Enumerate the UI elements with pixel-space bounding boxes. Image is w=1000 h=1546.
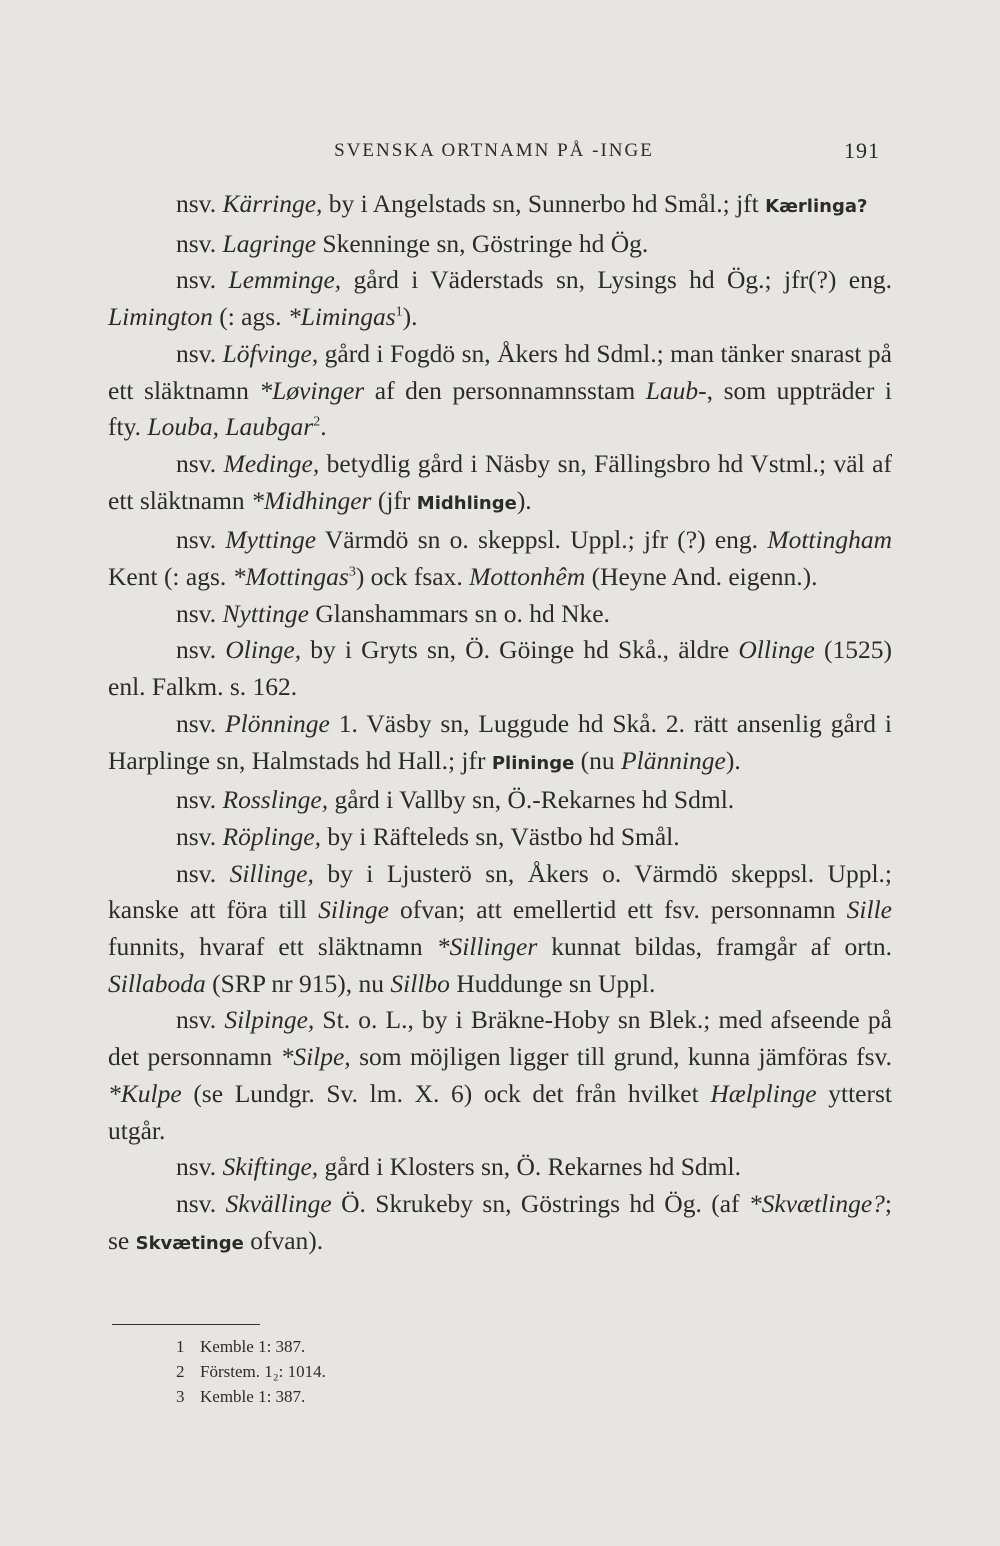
entry-paragraph [108, 706, 892, 782]
entry-text: gård i Klosters sn, Ö. Rekarnes hd Sdml. [318, 1152, 741, 1182]
entry-italic-term: Sillaboda [108, 968, 206, 998]
entry-italic-term: Plönninge [225, 708, 330, 738]
entry-text: nsv. [176, 1005, 225, 1035]
entry-paragraph [108, 632, 892, 705]
entry-italic-term: Sillbo [390, 968, 450, 998]
entry-text: nsv. [176, 1188, 226, 1218]
entry-cross-reference: Midhlinge [416, 492, 517, 514]
entry-italic-term: *Mottingas [232, 562, 349, 592]
entry-text: by i Gryts sn, Ö. Göinge hd Skå., äldre [301, 635, 739, 665]
entry-italic-term: Kärringe, [222, 189, 323, 218]
entry-text: nsv. [176, 338, 223, 368]
entry-italic-term: *Kulpe [108, 1078, 182, 1108]
entry-paragraph [108, 782, 892, 819]
entry-text: ofvan). [243, 1225, 324, 1255]
entry-italic-term: *Silpe, [280, 1042, 351, 1072]
entry-cross-reference: Skvætinge [135, 1232, 244, 1254]
entry-text: (nu [574, 745, 622, 775]
entry-text: ). [725, 745, 741, 775]
entry-text: ; se [108, 1188, 892, 1255]
entry-text: ). [516, 485, 532, 515]
footnote-marker: 2 [313, 414, 321, 430]
entry-italic-term: Mottingham [767, 525, 892, 555]
entry-italic-term: Skiftinge, [222, 1152, 319, 1182]
entry-italic-term: Silinge [318, 895, 389, 925]
page-body [108, 186, 892, 1262]
entry-italic-term: Rosslinge, [222, 785, 329, 815]
entry-italic-term: Ollinge [738, 635, 815, 665]
entry-text: (SRP nr 915), nu [205, 968, 391, 998]
entry-paragraph [108, 262, 892, 335]
footnote [176, 1384, 326, 1409]
entry-text: gård i Fogdö sn, Åkers hd Sdml.; man tänker snarast på ett släktnamn [108, 338, 892, 405]
entry-text: nsv. [176, 525, 226, 555]
entry-text: nsv. [176, 189, 223, 218]
entry-text: nsv. [176, 598, 223, 628]
entry-paragraph [108, 336, 892, 446]
entry-paragraph [108, 446, 892, 522]
page-number: 191 [844, 138, 880, 163]
entry-italic-term: Laub- [645, 375, 707, 405]
footnotes [176, 1334, 326, 1409]
entry-text: nsv. [176, 635, 226, 665]
entry-text: ytterst utgår. [108, 1078, 892, 1145]
footnote-text: Förstem. 1₂: 1014. [200, 1362, 326, 1381]
footnote-text: Kemble 1: 387. [200, 1387, 306, 1406]
entry-text: by i Ljusterö sn, Åkers o. Värmdö skeppsl. Uppl.; kanske att föra till [108, 858, 892, 925]
footnote-marker: 3 [348, 564, 356, 580]
entry-text: nsv. [176, 1152, 223, 1182]
entry-text: ). [402, 302, 418, 332]
entry-italic-term: *Midhinger [251, 485, 372, 515]
entry-paragraph [108, 1186, 892, 1262]
entry-text: Ö. Skrukeby sn, Göstrings hd Ög. (af [331, 1188, 749, 1218]
entry-italic-term: Sillinge, [229, 858, 314, 888]
entry-text: St. o. L., by i Bräkne-Hoby sn Blek.; med afseende på det personnamn [108, 1005, 892, 1072]
footnote [176, 1334, 326, 1359]
entry-text: af den personnamnsstam [364, 375, 646, 405]
footnote [176, 1359, 326, 1384]
entry-italic-term: Plänninge [621, 745, 726, 775]
entry-text: betydlig gård i Näsby sn, Fällingsbro hd Vstml.; väl af ett släktnamn [108, 448, 892, 515]
entry-text: nsv. [176, 785, 223, 815]
entry-text: by i Räfteleds sn, Västbo hd Smål. [320, 821, 680, 851]
entry-italic-term: Limington [108, 302, 213, 332]
entry-text: Kent (: ags. [108, 562, 233, 592]
entry-italic-term: Lemminge, [228, 265, 342, 295]
entry-text: by i Angelstads sn, Sunnerbo hd Smål.; jft [322, 189, 766, 218]
page-header [108, 138, 880, 168]
entry-text: nsv. [176, 228, 223, 258]
entry-italic-term: *Limingas [287, 302, 396, 332]
footnote-number: 1 [176, 1337, 185, 1356]
entry-text: (: ags. [212, 302, 288, 332]
entry-text: gård i Vallby sn, Ö.-Rekarnes hd Sdml. [328, 785, 735, 815]
entry-text: gård i Väderstads sn, Lysings hd Ög.; jfr(?) eng. [341, 265, 892, 295]
entry-italic-term: *Løvinger [259, 375, 365, 405]
entry-paragraph [108, 1002, 892, 1149]
entry-italic-term: Röplinge, [222, 821, 321, 851]
entry-text: nsv. [176, 448, 224, 478]
entry-text: Skenninge sn, Göstringe hd Ög. [316, 228, 649, 258]
entry-text: . [320, 412, 327, 442]
entry-paragraph [108, 596, 892, 633]
entry-text: (se Lundgr. Sv. lm. X. 6) ock det från hvilket [181, 1078, 711, 1108]
footnote-marker: 1 [395, 304, 403, 320]
entry-italic-term: Silpinge, [224, 1005, 315, 1035]
entry-italic-term: Mottonhêm [469, 562, 586, 592]
entry-text: (Heyne And. eigenn.). [585, 562, 818, 592]
entry-text: som möjligen ligger till grund, kunna jämföras fsv. [350, 1042, 893, 1072]
footnote-number: 2 [176, 1362, 185, 1381]
entry-cross-reference: Kærlinga? [765, 196, 868, 217]
entry-italic-term: Medinge, [223, 448, 320, 478]
entry-italic-term: Louba, Laubgar [147, 412, 314, 442]
entry-text: 1. Väsby sn, Luggude hd Skå. 2. rätt ansenlig gård i Harplinge sn, Halmstads hd Hall.; jfr [108, 708, 892, 775]
entry-text: funnits, hvaraf ett släktnamn [108, 932, 437, 962]
entry-text: ofvan; att emellertid ett fsv. personnamn [388, 895, 847, 925]
entry-cross-reference: Plininge [491, 752, 575, 774]
entry-italic-term: Hælplinge [710, 1078, 817, 1108]
entry-italic-term: Myttinge [225, 525, 317, 555]
entry-italic-term: Skvällinge [225, 1188, 332, 1218]
entry-text: nsv. [176, 858, 230, 888]
running-head: SVENSKA ORTNAMN PÅ -INGE [334, 140, 654, 161]
entry-italic-term: Nyttinge [222, 598, 309, 628]
entry-paragraph [108, 819, 892, 856]
entry-text: (jfr [371, 485, 417, 515]
footnote-number: 3 [176, 1387, 185, 1406]
entry-italic-term: Lagringe [222, 228, 317, 258]
entry-italic-term: Olinge, [225, 635, 302, 665]
entry-paragraph [108, 856, 892, 1003]
entry-italic-term: Sille [846, 895, 892, 925]
entry-text: Huddunge sn Uppl. [449, 968, 656, 998]
entry-italic-term: *Sillinger [436, 932, 538, 962]
entry-italic-term: *Skvætlinge? [748, 1188, 885, 1218]
entry-text: Glanshammars sn o. hd Nke. [308, 598, 610, 628]
entry-text: , som uppträder i fty. [108, 375, 892, 442]
entry-text: nsv. [176, 708, 226, 738]
entry-italic-term: Löfvinge, [222, 338, 319, 368]
entry-paragraph [108, 226, 892, 263]
entry-paragraph [108, 522, 892, 595]
entry-text: ) ock fsax. [355, 562, 470, 592]
entry-paragraph [108, 186, 892, 226]
entry-text: nsv. [176, 821, 223, 851]
footnote-text: Kemble 1: 387. [200, 1337, 306, 1356]
entry-text: (1525) enl. Falkm. s. 162. [108, 635, 892, 702]
entry-text: nsv. [176, 265, 229, 295]
entry-text: Värmdö sn o. skeppsl. Uppl.; jfr (?) eng. [316, 525, 768, 555]
entry-text: kunnat bildas, framgår af ortn. [537, 932, 892, 962]
footnote-rule [112, 1324, 260, 1325]
entry-paragraph [108, 1149, 892, 1186]
